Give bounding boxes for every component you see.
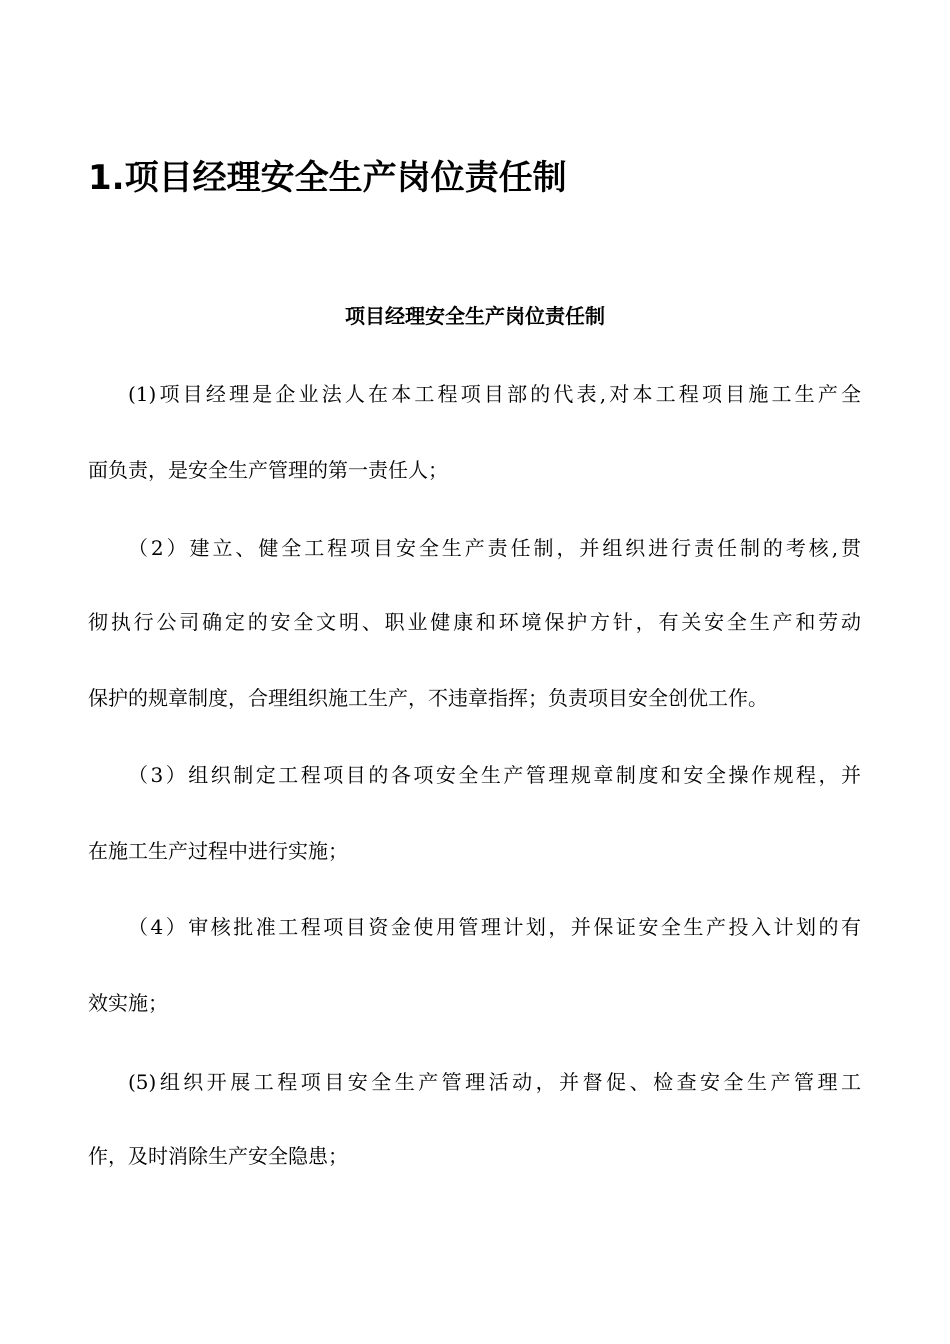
document-title: 项目经理安全生产岗位责任制: [345, 304, 605, 328]
paragraph-4-line-1: （4）审核批准工程项目资金使用管理计划，并保证安全生产投入计划的有: [128, 915, 861, 939]
paragraph-2-line-3: 保护的规章制度，合理组织施工生产，不违章指挥；负责项目安全创优工作。: [88, 686, 768, 710]
paragraph-5-line-1: (5)组织开展工程项目安全生产管理活动，并督促、检查安全生产管理工: [128, 1070, 861, 1094]
paragraph-4-line-2: 效实施；: [88, 991, 168, 1015]
paragraph-1-line-1: (1)项目经理是企业法人在本工程项目部的代表,对本工程项目施工生产全: [128, 382, 861, 406]
paragraph-1-line-2: 面负责，是安全生产管理的第一责任人；: [88, 458, 448, 482]
paragraph-2-line-2: 彻执行公司确定的安全文明、职业健康和环境保护方针，有关安全生产和劳动: [88, 610, 861, 634]
paragraph-3-line-1: （3）组织制定工程项目的各项安全生产管理规章制度和安全操作规程，并: [128, 763, 861, 787]
paragraph-2-line-1: （2）建立、健全工程项目安全生产责任制，并组织进行责任制的考核,贯: [128, 536, 861, 560]
paragraph-5-line-2: 作，及时消除生产安全隐患；: [88, 1144, 348, 1168]
section-heading: 1.项目经理安全生产岗位责任制: [88, 158, 567, 198]
paragraph-3-line-2: 在施工生产过程中进行实施；: [88, 839, 348, 863]
